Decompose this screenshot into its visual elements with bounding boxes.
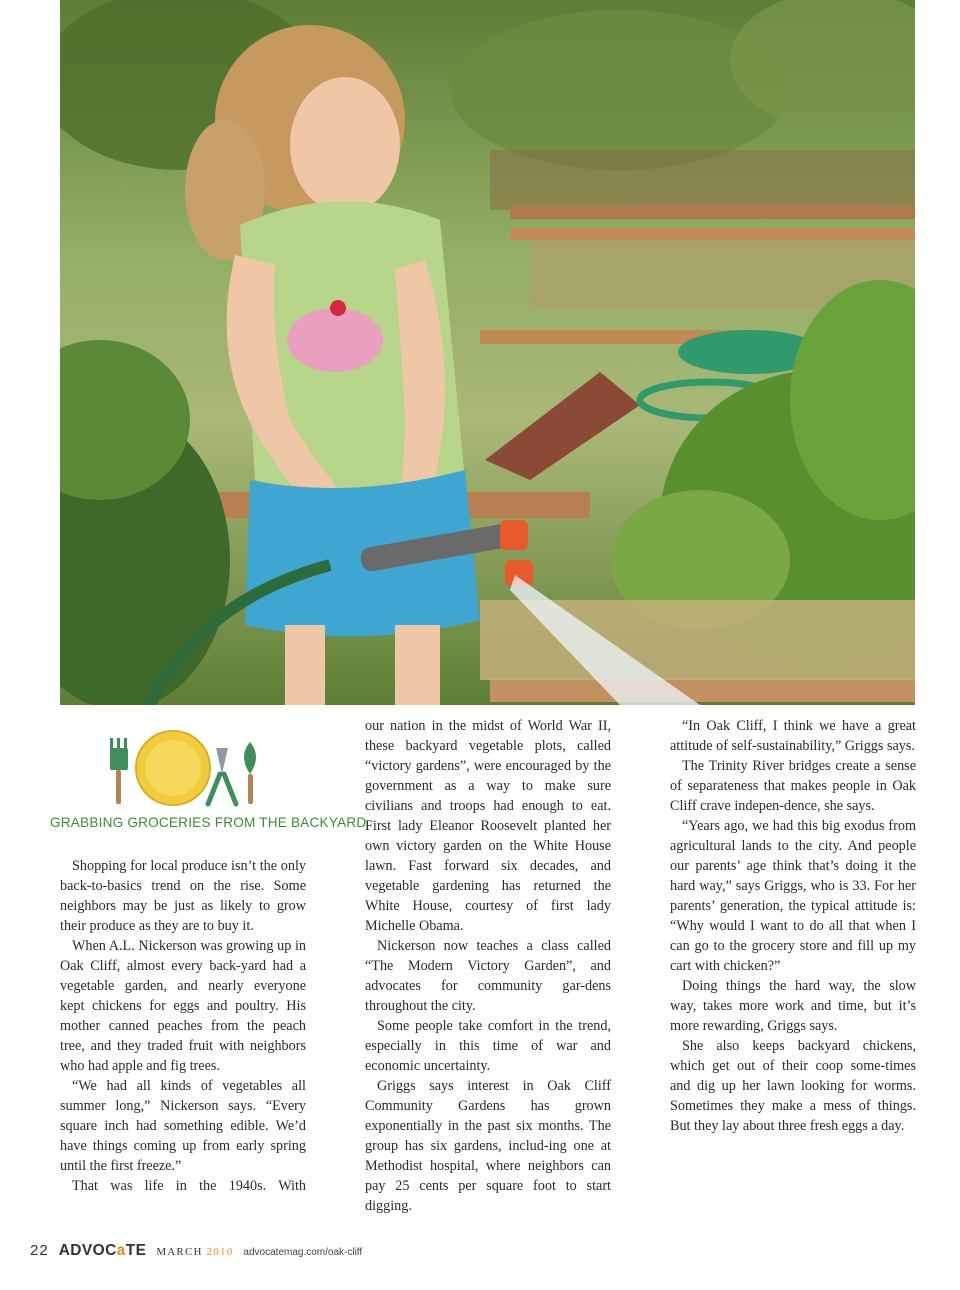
paragraph: She also keeps backyard chickens, which get out of their coop some-times and dig up her lawn looking for worms. Sometimes they make a mess of things. But they lay about three fresh eggs a day. [670, 1038, 916, 1134]
hero-photo [60, 0, 915, 705]
garden-tools-illustration [104, 728, 268, 808]
magazine-logo [59, 1242, 147, 1260]
page-footer [30, 1242, 362, 1264]
garden-photo-illustration [60, 0, 915, 705]
logo-text-b: a [116, 1242, 126, 1259]
garden-fork-icon [110, 738, 128, 804]
sidebar-title: GRABBING GROCERIES FROM THE BACKYARD [50, 815, 367, 830]
issue-month: MARCH [156, 1246, 203, 1258]
paragraph: “Years ago, we had this big exodus from agricultural lands to the city. And people our parents’ age think that’s doing it the hard way,” says Griggs, who is 33. For her parents’ generation, the typical attitude is: “Why would I want to do all that when I can go to the grocery store and fill up my cart with chicken?” [670, 818, 916, 974]
paragraph: our nation in the midst of World War II, these backyard vegetable plots, called “victory gardens”, were encouraged by the government as a way to make sure civilians and troops had enough to eat. First lady Eleanor Roosevelt planted her own victory garden on the White House lawn. Fast forward six decades, and vegetable gardening has returned the White House, courtesy of first lady Michelle Obama. [365, 718, 611, 934]
article-column-2 [365, 716, 611, 1216]
paragraph: Griggs says interest in Oak Cliff Community Gardens has grown exponentially in the past six months. The group has six gardens, includ-ing one at Methodist hospital, where neighbors can pay 25 cents per square foot to start digging. [365, 1078, 611, 1214]
article-column-1 [60, 856, 306, 1196]
paragraph: Doing things the hard way, the slow way, takes more work and time, but it’s more rewarding, Griggs says. [670, 978, 916, 1034]
paragraph: “We had all kinds of vegetables all summer long,” Nickerson says. “Every square inch had something edible. We’d have things coming up from early spring until the first freeze.” [60, 1078, 306, 1174]
pruning-shears-icon [208, 748, 236, 804]
paragraph: That was life in the 1940s. With [72, 1178, 306, 1194]
trowel-icon [244, 742, 256, 804]
paragraph: The Trinity River bridges create a sense of separateness that makes people in Oak Cliff crave indepen-dence, she says. [670, 758, 916, 814]
paragraph: Nickerson now teaches a class called “The Modern Victory Garden”, and advocates for community gar-dens throughout the city. [365, 938, 611, 1014]
paragraph: Some people take comfort in the trend, especially in this time of war and economic uncertainty. [365, 1018, 611, 1074]
paragraph: “In Oak Cliff, I think we have a great attitude of self-sustainability,” Griggs says. [670, 718, 916, 754]
issue-year: 2010 [206, 1246, 234, 1258]
paragraph: Shopping for local produce isn’t the only back-to-basics trend on the rise. Some neighbors may be just as likely to grow their produce as they are to buy it. [60, 858, 306, 934]
page-number: 22 [30, 1242, 49, 1259]
logo-text-c: TE [125, 1242, 147, 1259]
article-column-3 [670, 716, 916, 1136]
paragraph: When A.L. Nickerson was growing up in Oak Cliff, almost every back-yard had a vegetable garden, and nearly everyone kept chickens for eggs and poultry. His mother canned peaches from the peach tree, and they traded fruit with neighbors who had apple and fig trees. [60, 938, 306, 1074]
website-url: advocatemag.com/oak-cliff [243, 1247, 363, 1258]
logo-text-a: ADVOC [58, 1242, 117, 1259]
issue-date [156, 1246, 233, 1258]
yellow-plate-icon [136, 731, 210, 805]
